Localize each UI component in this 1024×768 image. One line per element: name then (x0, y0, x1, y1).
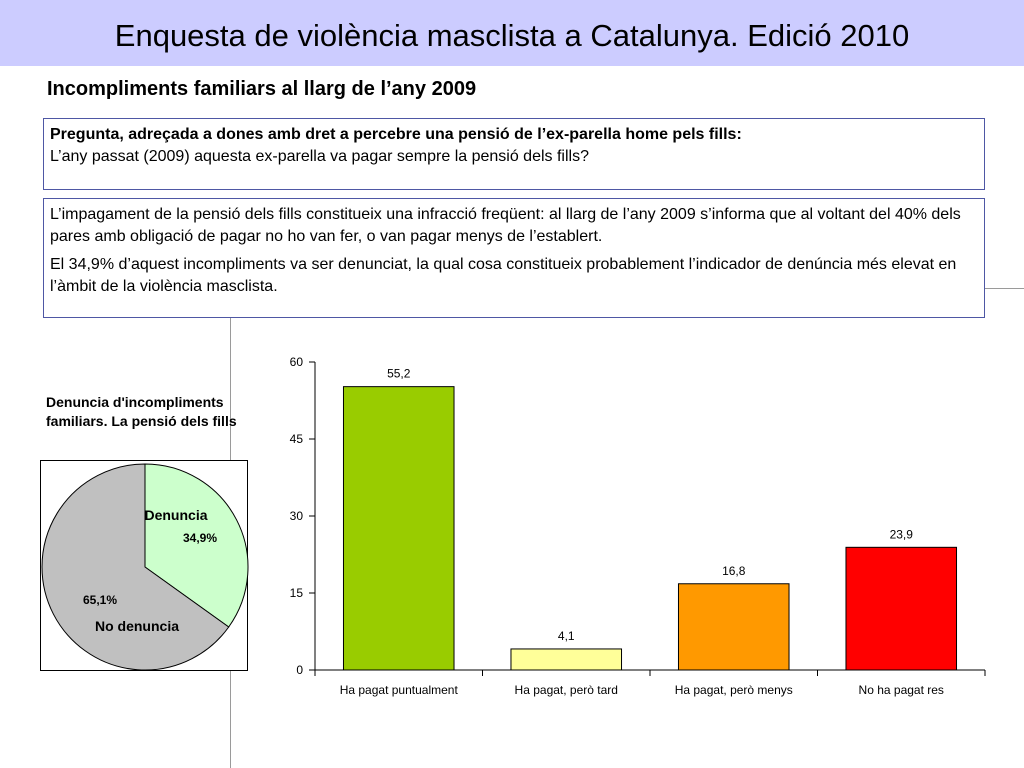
y-tick-label: 0 (296, 663, 303, 677)
bar-value-label: 55,2 (387, 366, 411, 381)
y-tick-label: 45 (289, 432, 303, 446)
pie-chart-title: Denuncia d'incompliments familiars. La pensió dels fills (46, 394, 237, 429)
pie-slice-label: No denuncia (94, 618, 180, 634)
bar (678, 584, 789, 670)
question-heading: Pregunta, adreçada a dones amb dret a percebre una pensió de l’ex-parella home pels fills: (50, 126, 742, 143)
page-subtitle: Incompliments familiars al llarg de l’any 2009 (47, 78, 477, 100)
pie-slice-value: 34,9% (182, 531, 218, 545)
bar-value-label: 23,9 (889, 527, 913, 542)
x-tick-label: No ha pagat res (858, 683, 944, 697)
page-title: Enquesta de violència masclista a Catalunya. Edició 2010 (114, 18, 910, 53)
bar-value-label: 4,1 (557, 628, 575, 643)
question-text: L’any passat (2009) aquesta ex-parella va pagar sempre la pensió dels fills? (50, 148, 589, 165)
pie-slice-label: Denuncia (144, 507, 208, 523)
pie-chart (40, 460, 250, 672)
bar (343, 387, 454, 670)
bar (511, 649, 622, 670)
bar-chart (260, 340, 1000, 720)
info-paragraph-2: El 34,9% d’aquest incompliments va ser denunciat, la qual cosa constitueix probablement l’indicador de denúncia més elevat en l’àmbit de la violència masclista. (50, 256, 957, 295)
pie-slice-value: 65,1% (82, 593, 118, 607)
y-tick-label: 15 (289, 586, 303, 600)
x-tick-label: Ha pagat, però tard (514, 683, 618, 697)
y-tick-label: 30 (289, 509, 303, 523)
y-tick-label: 60 (289, 355, 303, 369)
info-box (43, 198, 985, 318)
bar (846, 547, 957, 670)
x-tick-label: Ha pagat, però menys (674, 683, 793, 697)
title-bar (0, 0, 1024, 66)
x-tick-label: Ha pagat puntualment (339, 683, 458, 697)
bar-value-label: 16,8 (722, 563, 746, 578)
question-box (43, 118, 985, 190)
info-paragraph-1: L’impagament de la pensió dels fills constitueix una infracció freqüent: al llarg de l’any 2009 s’informa que al voltant del 40% dels pares amb obligació de pagar no ho van fer, o van pagar menys de l’establert. (50, 206, 961, 245)
